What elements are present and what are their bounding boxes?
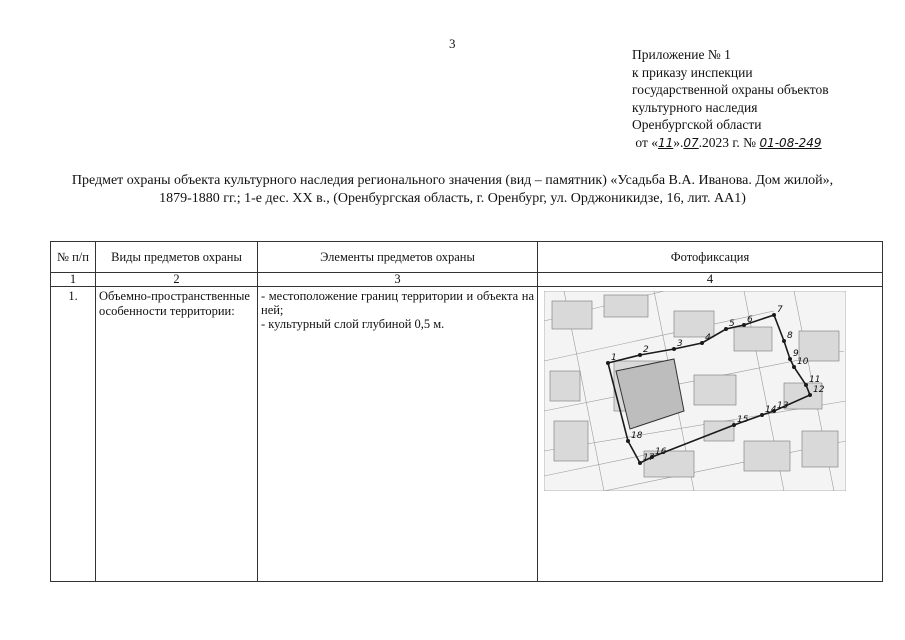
protection-table <box>50 241 883 582</box>
boundary-point <box>724 327 728 331</box>
boundary-point-label: 11 <box>809 375 821 385</box>
column-number-row <box>51 273 883 287</box>
column-number: 1 <box>51 273 96 287</box>
boundary-point-label: 14 <box>765 405 777 415</box>
date-year: .2023 г. № <box>698 134 760 150</box>
boundary-point-label: 12 <box>813 385 825 395</box>
boundary-point-label: 16 <box>655 447 667 457</box>
header-cell: Элементы предметов охраны <box>258 242 538 273</box>
list-item: - местоположение границ территории и объекта на ней; <box>261 289 534 317</box>
boundary-point-label: 17 <box>643 453 655 463</box>
boundary-point <box>638 353 642 357</box>
appendix-block <box>632 46 829 152</box>
boundary-point-label: 7 <box>777 305 783 315</box>
boundary-point-label: 13 <box>777 401 789 411</box>
table-row <box>51 287 883 582</box>
boundary-point <box>638 461 642 465</box>
boundary-point-label: 4 <box>705 333 711 343</box>
boundary-point <box>782 339 786 343</box>
building <box>552 301 592 329</box>
boundary-point-label: 18 <box>631 431 643 441</box>
boundary-point-label: 10 <box>797 357 809 367</box>
building <box>550 371 580 401</box>
appendix-line: государственной охраны объектов <box>632 82 829 97</box>
page-number: 3 <box>449 36 456 51</box>
boundary-point <box>742 323 746 327</box>
boundary-point <box>732 423 736 427</box>
boundary-point <box>672 347 676 351</box>
table-header-row <box>51 242 883 273</box>
boundary-point-label: 9 <box>793 349 799 359</box>
boundary-point <box>700 341 704 345</box>
title-line: Предмет охраны объекта культурного наследия регионального значения (вид – памятник) «Усадьба В.А. Иванова. Дом жилой», <box>71 173 834 188</box>
row-number: 1. <box>51 287 96 582</box>
appendix-line: культурного наследия <box>632 99 758 115</box>
boundary-point <box>788 357 792 361</box>
boundary-point-label: 2 <box>643 345 649 355</box>
building <box>734 327 772 351</box>
appendix-line: к приказу инспекции <box>632 64 753 80</box>
appendix-line: Приложение № 1 <box>632 47 731 62</box>
date-prefix: от « <box>635 134 658 150</box>
boundary-point <box>606 361 610 365</box>
header-cell: № п/п <box>51 242 96 273</box>
boundary-point <box>808 393 812 397</box>
boundary-point-label: 6 <box>747 315 753 325</box>
date-day: 11 <box>657 135 674 150</box>
date-month: 07 <box>683 135 699 150</box>
boundary-point-label: 1 <box>611 353 617 363</box>
header-cell: Фотофиксация <box>538 242 883 273</box>
boundary-point-label: 8 <box>787 331 793 341</box>
column-number: 4 <box>538 273 883 287</box>
row-type: Объемно-пространственные особенности территории: <box>96 287 258 582</box>
boundary-point-label: 5 <box>729 319 735 329</box>
boundary-point <box>792 365 796 369</box>
row-elements <box>258 287 538 582</box>
column-number: 2 <box>96 273 258 287</box>
building <box>802 431 838 467</box>
building <box>744 441 790 471</box>
cadastral-map <box>544 291 846 491</box>
header-cell: Виды предметов охраны <box>96 242 258 273</box>
list-item: - культурный слой глубиной 0,5 м. <box>261 317 445 331</box>
appendix-date-line <box>632 134 829 153</box>
photo-cell <box>538 287 883 582</box>
building <box>694 375 736 405</box>
appendix-line: Оренбургской области <box>632 117 762 132</box>
boundary-point <box>772 313 776 317</box>
boundary-point <box>760 413 764 417</box>
building <box>604 295 648 317</box>
building <box>554 421 588 461</box>
title-line: 1879-1880 гг.; 1-е дес. XX в., (Оренбургская область, г. Оренбург, ул. Орджоникидзе, 16, лит. АА1) <box>159 191 746 206</box>
boundary-point <box>626 439 630 443</box>
column-number: 3 <box>258 273 538 287</box>
boundary-point-label: 15 <box>737 415 749 425</box>
order-number: 01-08-249 <box>759 135 822 150</box>
boundary-point-label: 3 <box>677 339 683 349</box>
date-sep: ». <box>673 134 684 150</box>
boundary-point <box>804 383 808 387</box>
document-title <box>30 172 875 208</box>
